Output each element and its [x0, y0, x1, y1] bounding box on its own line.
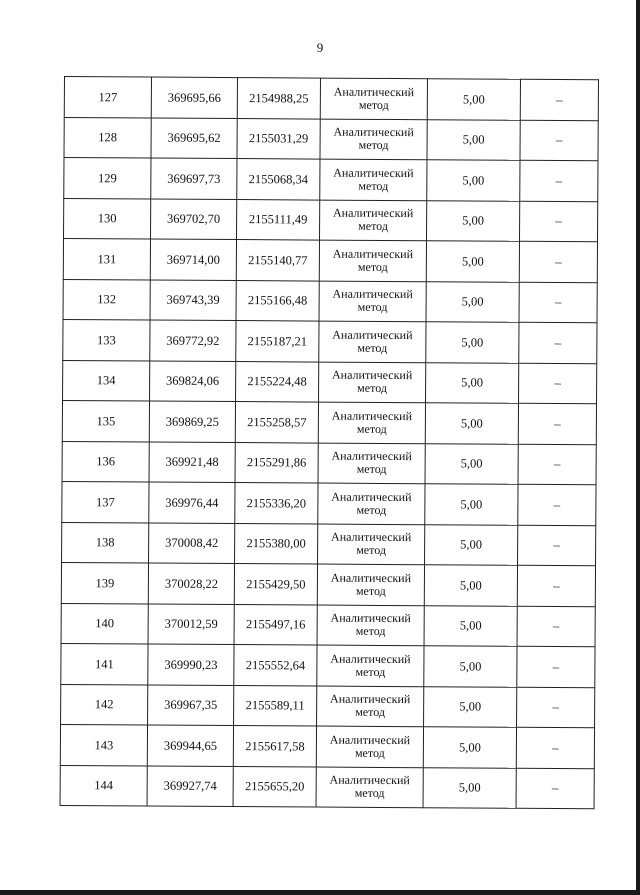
accuracy-cell: 5,00	[424, 646, 517, 687]
table-row	[63, 360, 597, 404]
x-coordinate-cell: 369702,70	[151, 199, 237, 240]
note-cell: –	[519, 322, 597, 363]
table-row	[64, 77, 598, 121]
method-cell: Аналитический метод	[317, 605, 424, 646]
x-coordinate-cell: 369976,44	[149, 482, 235, 523]
method-cell: Аналитический метод	[318, 483, 425, 524]
x-coordinate-cell: 369990,23	[148, 644, 234, 685]
x-coordinate-cell: 369743,39	[150, 280, 236, 321]
method-cell: Аналитический метод	[317, 686, 424, 727]
y-coordinate-cell: 2155187,21	[236, 321, 319, 362]
x-coordinate-cell: 369772,92	[150, 320, 236, 361]
x-coordinate-cell: 369824,06	[150, 361, 236, 402]
y-coordinate-cell: 2155258,57	[235, 402, 318, 443]
scan-edge-bottom	[0, 890, 640, 895]
accuracy-cell: 5,00	[426, 281, 519, 322]
method-cell: Аналитический метод	[317, 645, 424, 686]
point-number-cell: 132	[63, 279, 150, 320]
accuracy-cell: 5,00	[423, 727, 516, 768]
accuracy-cell: 5,00	[427, 79, 520, 120]
x-coordinate-cell: 369869,25	[149, 401, 235, 442]
y-coordinate-cell: 2155655,20	[233, 766, 316, 807]
method-cell: Аналитический метод	[318, 443, 425, 484]
point-number-cell: 137	[62, 481, 149, 522]
point-number-cell: 142	[61, 684, 148, 725]
note-cell: –	[516, 727, 594, 768]
note-cell: –	[518, 403, 596, 444]
table-row	[63, 279, 597, 323]
method-cell: Аналитический метод	[320, 159, 427, 200]
coordinates-table-body	[60, 77, 598, 809]
note-cell: –	[518, 444, 596, 485]
y-coordinate-cell: 2155031,29	[237, 118, 320, 159]
table-row	[61, 603, 595, 647]
y-coordinate-cell: 2155140,77	[236, 240, 319, 281]
x-coordinate-cell: 369695,62	[151, 118, 237, 159]
method-cell: Аналитический метод	[320, 78, 427, 119]
table-row	[62, 441, 596, 485]
x-coordinate-cell: 369921,48	[149, 442, 235, 483]
accuracy-cell: 5,00	[427, 200, 520, 241]
method-cell: Аналитический метод	[316, 767, 423, 808]
method-cell: Аналитический метод	[319, 362, 426, 403]
note-cell: –	[516, 768, 594, 809]
x-coordinate-cell: 369697,73	[151, 158, 237, 199]
table-row	[60, 765, 594, 809]
y-coordinate-cell: 2155224,48	[236, 361, 319, 402]
y-coordinate-cell: 2154988,25	[237, 78, 320, 119]
method-cell: Аналитический метод	[317, 564, 424, 605]
page-number: 9	[316, 40, 324, 55]
y-coordinate-cell: 2155336,20	[235, 483, 318, 524]
x-coordinate-cell: 369927,74	[147, 766, 233, 807]
coordinates-table	[60, 76, 599, 809]
x-coordinate-cell: 369714,00	[150, 239, 236, 280]
accuracy-cell: 5,00	[427, 119, 520, 160]
note-cell: –	[518, 525, 596, 566]
note-cell: –	[520, 79, 598, 120]
accuracy-cell: 5,00	[425, 484, 518, 525]
accuracy-cell: 5,00	[427, 160, 520, 201]
note-cell: –	[519, 363, 597, 404]
accuracy-cell: 5,00	[425, 443, 518, 484]
method-cell: Аналитический метод	[318, 402, 425, 443]
point-number-cell: 136	[62, 441, 149, 482]
method-cell: Аналитический метод	[318, 524, 425, 565]
scan-edge-right	[636, 0, 640, 895]
table-row	[63, 239, 597, 283]
point-number-cell: 144	[60, 765, 147, 806]
point-number-cell: 134	[63, 360, 150, 401]
accuracy-cell: 5,00	[424, 686, 517, 727]
note-cell: –	[520, 160, 598, 201]
point-number-cell: 128	[64, 117, 151, 158]
y-coordinate-cell: 2155380,00	[235, 523, 318, 564]
y-coordinate-cell: 2155552,64	[234, 645, 317, 686]
point-number-cell: 127	[64, 77, 151, 118]
point-number-cell: 141	[61, 643, 148, 684]
accuracy-cell: 5,00	[426, 241, 519, 282]
table-row	[61, 562, 595, 606]
y-coordinate-cell: 2155291,86	[235, 442, 318, 483]
method-cell: Аналитический метод	[319, 240, 426, 281]
point-number-cell: 135	[62, 400, 149, 441]
point-number-cell: 130	[64, 198, 151, 239]
accuracy-cell: 5,00	[425, 524, 518, 565]
table-row	[64, 158, 598, 202]
method-cell: Аналитический метод	[320, 200, 427, 241]
point-number-cell: 139	[61, 562, 148, 603]
accuracy-cell: 5,00	[425, 403, 518, 444]
table-row	[61, 643, 595, 687]
x-coordinate-cell: 369967,35	[148, 685, 234, 726]
method-cell: Аналитический метод	[320, 119, 427, 160]
note-cell: –	[517, 565, 595, 606]
note-cell: –	[517, 646, 595, 687]
y-coordinate-cell: 2155497,16	[234, 604, 317, 645]
note-cell: –	[517, 606, 595, 647]
table-row	[63, 319, 597, 363]
table-row	[64, 198, 598, 242]
note-cell: –	[519, 201, 597, 242]
x-coordinate-cell: 370008,42	[149, 523, 235, 564]
y-coordinate-cell: 2155111,49	[237, 199, 320, 240]
method-cell: Аналитический метод	[316, 726, 423, 767]
y-coordinate-cell: 2155429,50	[234, 564, 317, 605]
method-cell: Аналитический метод	[319, 281, 426, 322]
method-cell: Аналитический метод	[319, 321, 426, 362]
note-cell: –	[519, 282, 597, 323]
x-coordinate-cell: 370012,59	[148, 604, 234, 645]
accuracy-cell: 5,00	[424, 565, 517, 606]
table-row	[62, 522, 596, 566]
note-cell: –	[520, 120, 598, 161]
accuracy-cell: 5,00	[426, 322, 519, 363]
y-coordinate-cell: 2155068,34	[237, 159, 320, 200]
point-number-cell: 140	[61, 603, 148, 644]
table-row	[62, 481, 596, 525]
y-coordinate-cell: 2155166,48	[236, 280, 319, 321]
point-number-cell: 131	[63, 239, 150, 280]
x-coordinate-cell: 369944,65	[147, 725, 233, 766]
point-number-cell: 138	[62, 522, 149, 563]
y-coordinate-cell: 2155589,11	[234, 685, 317, 726]
x-coordinate-cell: 370028,22	[148, 563, 234, 604]
table-row	[61, 684, 595, 728]
point-number-cell: 133	[63, 319, 150, 360]
note-cell: –	[519, 241, 597, 282]
table-row	[60, 724, 594, 768]
point-number-cell: 129	[64, 158, 151, 199]
y-coordinate-cell: 2155617,58	[233, 726, 316, 767]
table-row	[62, 400, 596, 444]
table-row	[64, 117, 598, 161]
x-coordinate-cell: 369695,66	[151, 77, 237, 118]
accuracy-cell: 5,00	[426, 362, 519, 403]
point-number-cell: 143	[60, 724, 147, 765]
note-cell: –	[517, 687, 595, 728]
note-cell: –	[518, 484, 596, 525]
accuracy-cell: 5,00	[424, 605, 517, 646]
accuracy-cell: 5,00	[423, 767, 516, 808]
